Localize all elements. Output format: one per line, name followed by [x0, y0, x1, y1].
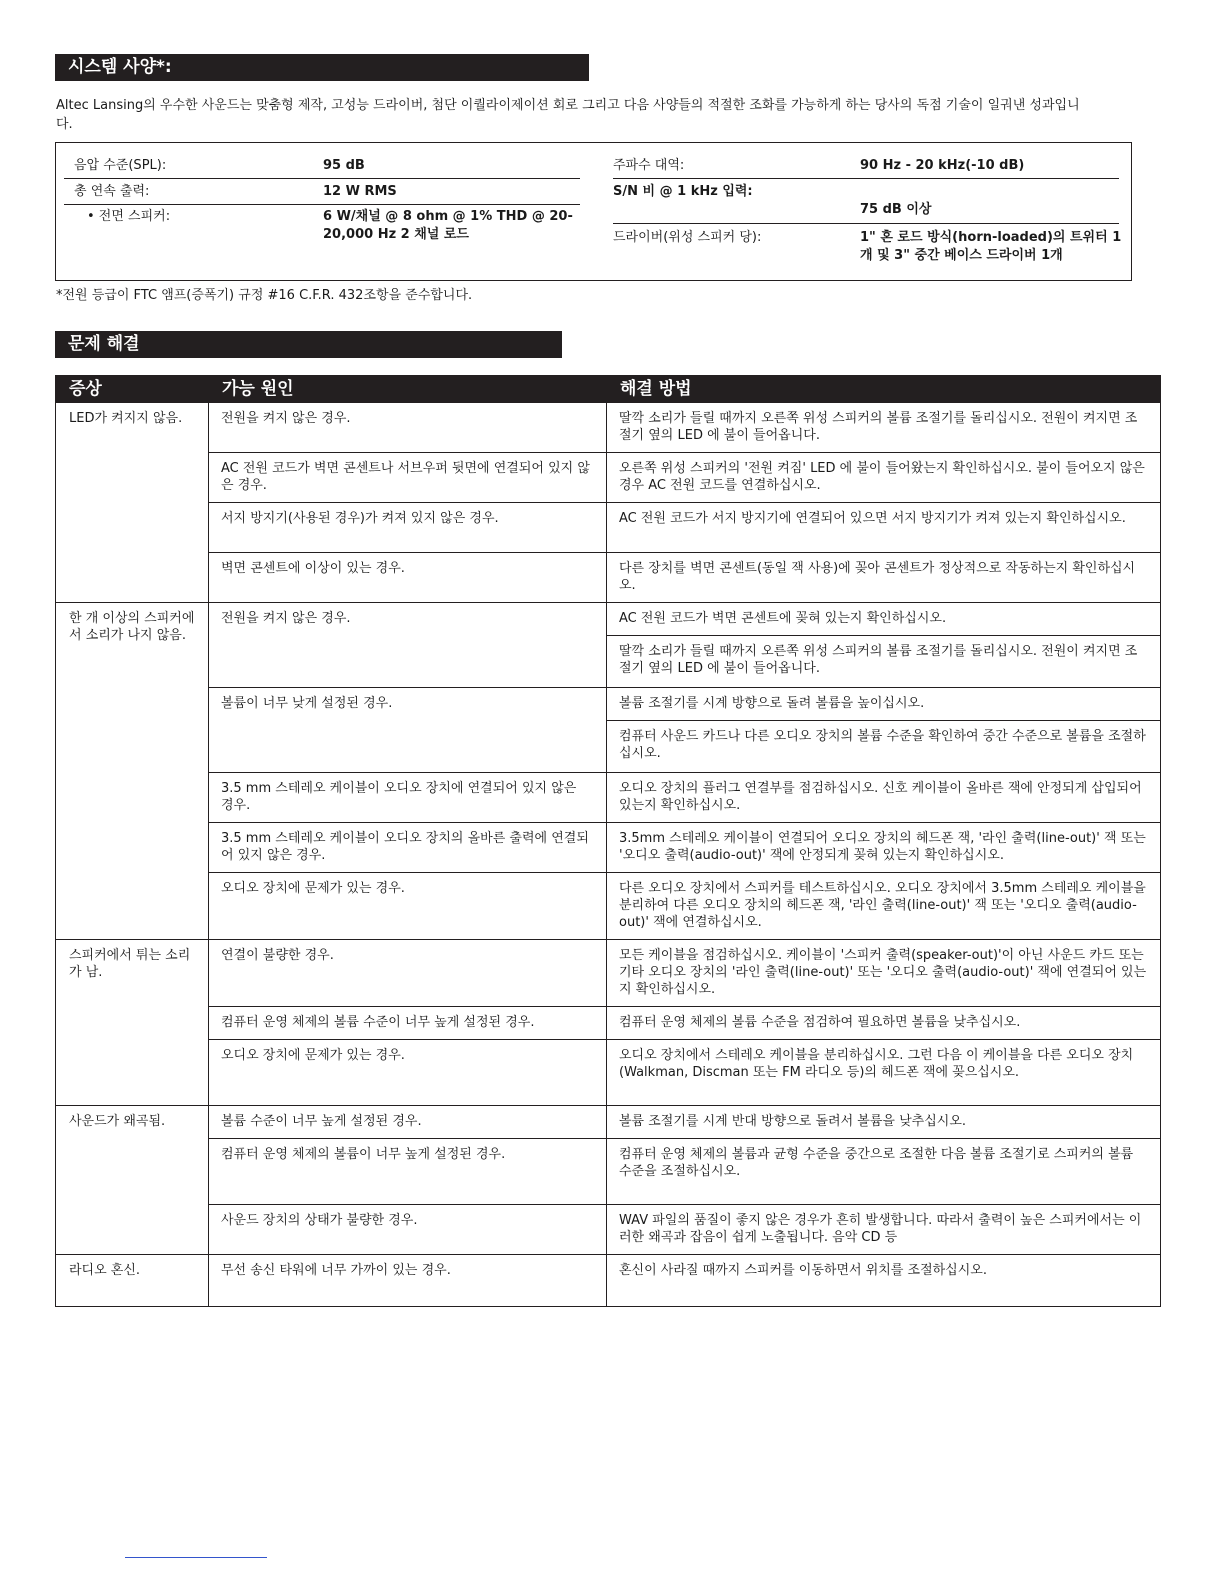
spec-label-output: 총 연속 출력:	[74, 184, 150, 199]
table-row	[56, 688, 1161, 721]
spec-label-spl: 음압 수준(SPL):	[74, 158, 167, 173]
spec-label-sn: S/N 비 @ 1 kHz 입력:	[613, 184, 753, 199]
cause-cell: 무선 송신 타워에 너무 가까이 있는 경우.	[209, 1255, 607, 1307]
table-row	[56, 1139, 1161, 1205]
solution-cell: AC 전원 코드가 벽면 콘센트에 꽂혀 있는지 확인하십시오.	[607, 603, 1161, 636]
table-row	[56, 823, 1161, 873]
spec-value-driver: 1" 혼 로드 방식(horn-loaded)의 트위터 1개 및 3" 중간 베이스 드라이버 1개	[860, 230, 1122, 263]
spec-divider	[613, 223, 1119, 224]
solution-cell: 혼신이 사라질 때까지 스피커를 이동하면서 위치를 조절하십시오.	[607, 1255, 1161, 1307]
system-specs-intro: Altec Lansing의 우수한 사운드는 맞춤형 제작, 고성능 드라이버, 첨단 이퀄라이제이션 회로 그리고 다음 사양들의 적절한 조화를 가능하게 하는 당사의 독점 기술이 일궈낸 성과입니다.	[56, 98, 1080, 132]
symptom-cell: 스피커에서 튀는 소리가 남.	[56, 940, 209, 1106]
cause-cell: 서지 방지기(사용된 경우)가 켜져 있지 않은 경우.	[209, 503, 607, 553]
footer-link-line	[125, 1557, 267, 1558]
cause-cell: 벽면 콘센트에 이상이 있는 경우.	[209, 553, 607, 603]
table-row	[56, 503, 1161, 553]
table-row	[56, 453, 1161, 503]
table-row	[56, 603, 1161, 636]
symptom-cell: 한 개 이상의 스피커에서 소리가 나지 않음.	[56, 603, 209, 940]
column-header-solution: 해결 방법	[607, 376, 1161, 403]
solution-cell: 볼륨 조절기를 시계 반대 방향으로 돌려서 볼륨을 낮추십시오.	[607, 1106, 1161, 1139]
spec-value-spl: 95 dB	[323, 158, 365, 173]
table-header-row	[56, 376, 1161, 403]
solution-cell: 컴퓨터 운영 체제의 볼륨과 균형 수준을 중간으로 조절한 다음 볼륨 조절기로 스피커의 볼륨 수준을 조절하십시오.	[607, 1139, 1161, 1205]
table-row	[56, 1040, 1161, 1106]
solution-cell: AC 전원 코드가 서지 방지기에 연결되어 있으면 서지 방지기가 켜져 있는지 확인하십시오.	[607, 503, 1161, 553]
table-row	[56, 940, 1161, 1007]
cause-cell: 사운드 장치의 상태가 불량한 경우.	[209, 1205, 607, 1255]
cause-cell: 오디오 장치에 문제가 있는 경우.	[209, 873, 607, 940]
column-header-symptom: 증상	[56, 376, 209, 403]
solution-cell: 다른 장치를 벽면 콘센트(동일 잭 사용)에 꽂아 콘센트가 정상적으로 작동하는지 확인하십시오.	[607, 553, 1161, 603]
table-row	[56, 773, 1161, 823]
cause-cell: 전원을 켜지 않은 경우.	[209, 603, 607, 688]
solution-cell: 컴퓨터 사운드 카드나 다른 오디오 장치의 볼륨 수준을 확인하여 중간 수준으로 볼륨을 조절하십시오.	[607, 721, 1161, 773]
solution-cell: 오디오 장치의 플러그 연결부를 점검하십시오. 신호 케이블이 올바른 잭에 안정되게 삽입되어 있는지 확인하십시오.	[607, 773, 1161, 823]
cause-cell: 볼륨 수준이 너무 높게 설정된 경우.	[209, 1106, 607, 1139]
spec-value-sn: 75 dB 이상	[860, 202, 932, 217]
solution-cell: 딸깍 소리가 들릴 때까지 오른쪽 위성 스피커의 볼륨 조절기를 돌리십시오. 전원이 켜지면 조절기 옆의 LED 에 불이 들어옵니다.	[607, 403, 1161, 453]
table-row	[56, 553, 1161, 603]
spec-divider	[64, 204, 580, 205]
spec-label-freq: 주파수 대역:	[613, 158, 685, 173]
solution-cell: 오디오 장치에서 스테레오 케이블을 분리하십시오. 그런 다음 이 케이블을 다른 오디오 장치(Walkman, Discman 또는 FM 라디오 등)의 헤드폰 잭에 꽂으십시오.	[607, 1040, 1161, 1106]
table-row	[56, 1255, 1161, 1307]
symptom-cell: 사운드가 왜곡됨.	[56, 1106, 209, 1255]
cause-cell: 연결이 불량한 경우.	[209, 940, 607, 1007]
column-header-cause: 가능 원인	[209, 376, 607, 403]
solution-cell: 컴퓨터 운영 체제의 볼륨 수준을 점검하여 필요하면 볼륨을 낮추십시오.	[607, 1007, 1161, 1040]
cause-cell: 3.5 mm 스테레오 케이블이 오디오 장치에 연결되어 있지 않은 경우.	[209, 773, 607, 823]
spec-divider	[613, 178, 1119, 179]
troubleshooting-table	[55, 375, 1161, 1307]
cause-cell: AC 전원 코드가 벽면 콘센트나 서브우퍼 뒷면에 연결되어 있지 않은 경우.	[209, 453, 607, 503]
spec-value-freq: 90 Hz - 20 kHz(-10 dB)	[860, 158, 1025, 173]
cause-cell: 3.5 mm 스테레오 케이블이 오디오 장치의 올바른 출력에 연결되어 있지 않은 경우.	[209, 823, 607, 873]
solution-cell: 오른쪽 위성 스피커의 '전원 켜짐' LED 에 불이 들어왔는지 확인하십시오. 불이 들어오지 않은 경우 AC 전원 코드를 연결하십시오.	[607, 453, 1161, 503]
solution-cell: 3.5mm 스테레오 케이블이 연결되어 오디오 장치의 헤드폰 잭, '라인 출력(line-out)' 잭 또는 '오디오 출력(audio-out)' 잭에 안정되게 꽂혀 있는지 확인하십시오.	[607, 823, 1161, 873]
spec-footnote: *전원 등급이 FTC 앰프(증폭기) 규정 #16 C.F.R. 432조항을 준수합니다.	[56, 288, 473, 303]
spec-value-output: 12 W RMS	[323, 184, 397, 199]
symptom-cell: 라디오 혼신.	[56, 1255, 209, 1307]
cause-cell: 컴퓨터 운영 체제의 볼륨 수준이 너무 높게 설정된 경우.	[209, 1007, 607, 1040]
solution-cell: 모든 케이블을 점검하십시오. 케이블이 '스피커 출력(speaker-out)'이 아닌 사운드 카드 또는 기타 오디오 장치의 '라인 출력(line-out)' 또는 '오디오 출력(audio-out)' 잭에 연결되어 있는지 확인하십시오.	[607, 940, 1161, 1007]
table-row	[56, 1106, 1161, 1139]
solution-cell: 딸깍 소리가 들릴 때까지 오른쪽 위성 스피커의 볼륨 조절기를 돌리십시오. 전원이 켜지면 조절기 옆의 LED 에 불이 들어옵니다.	[607, 636, 1161, 688]
table-row	[56, 403, 1161, 453]
solution-cell: 볼륨 조절기를 시계 방향으로 돌려 볼륨을 높이십시오.	[607, 688, 1161, 721]
table-row	[56, 1205, 1161, 1255]
spec-divider	[64, 178, 580, 179]
troubleshooting-heading: 문제 해결	[55, 331, 562, 358]
spec-label-front: • 전면 스피커:	[87, 209, 171, 224]
cause-cell: 볼륨이 너무 낮게 설정된 경우.	[209, 688, 607, 773]
table-row	[56, 1007, 1161, 1040]
solution-cell: 다른 오디오 장치에서 스피커를 테스트하십시오. 오디오 장치에서 3.5mm 스테레오 케이블을 분리하여 다른 오디오 장치의 헤드폰 잭, '라인 출력(line-out)' 잭 또는 '오디오 출력(audio-out)' 잭에 연결하십시오.	[607, 873, 1161, 940]
cause-cell: 컴퓨터 운영 체제의 볼륨이 너무 높게 설정된 경우.	[209, 1139, 607, 1205]
spec-label-driver: 드라이버(위성 스피커 당):	[613, 230, 762, 245]
symptom-cell: LED가 켜지지 않음.	[56, 403, 209, 603]
spec-box	[55, 142, 1132, 281]
cause-cell: 전원을 켜지 않은 경우.	[209, 403, 607, 453]
spec-value-front: 6 W/채널 @ 8 ohm @ 1% THD @ 20-20,000 Hz 2 채널 로드	[323, 209, 573, 242]
solution-cell: WAV 파일의 품질이 좋지 않은 경우가 흔히 발생합니다. 따라서 출력이 높은 스피커에서는 이러한 왜곡과 잡음이 쉽게 노출됩니다. 음악 CD 등	[607, 1205, 1161, 1255]
cause-cell: 오디오 장치에 문제가 있는 경우.	[209, 1040, 607, 1106]
table-row	[56, 873, 1161, 940]
system-specs-heading: 시스템 사양*:	[55, 54, 589, 81]
